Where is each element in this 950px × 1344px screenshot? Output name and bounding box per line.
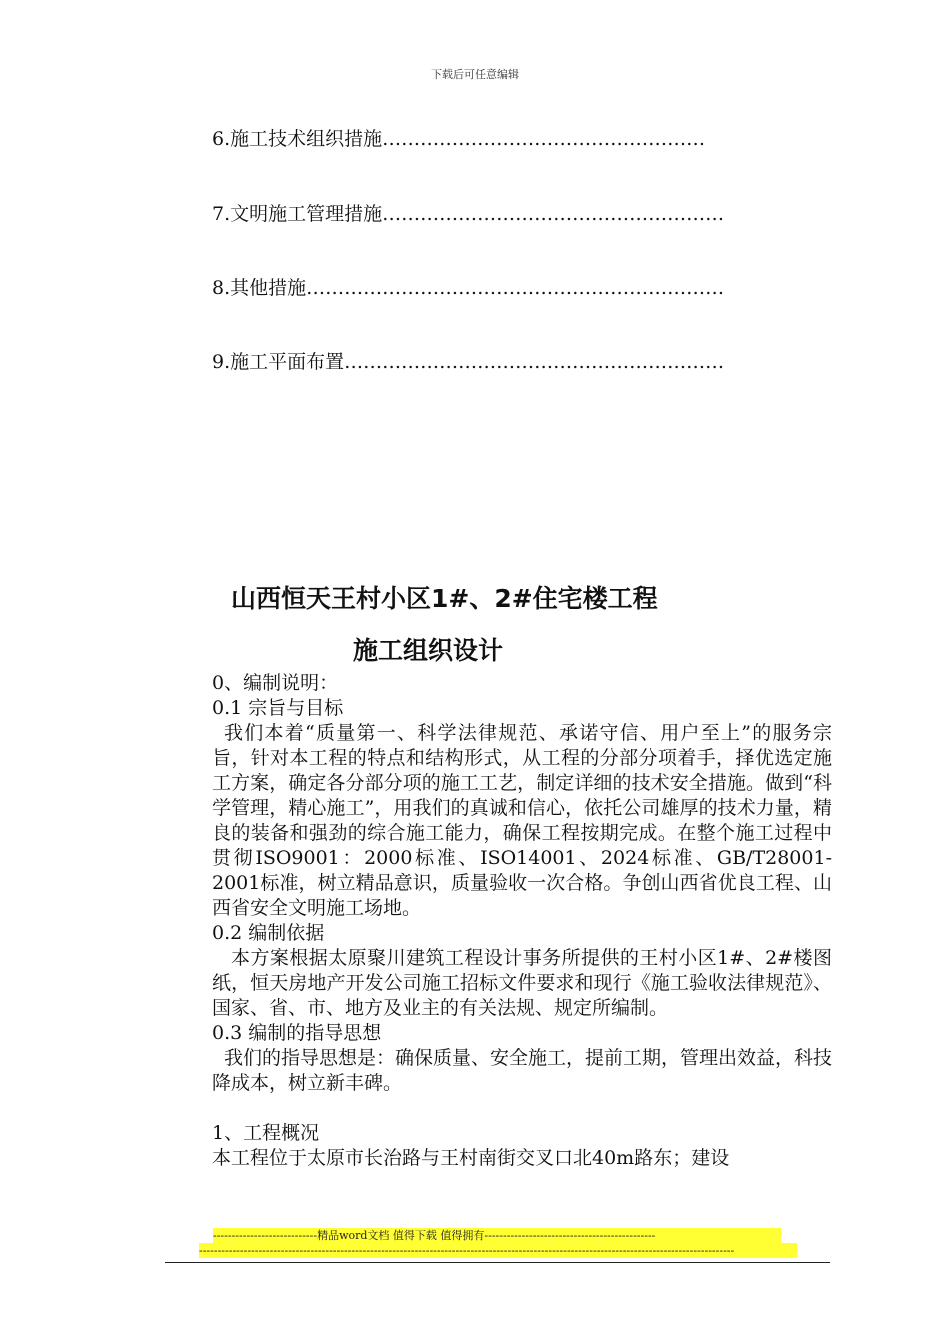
toc-item-9: 9.施工平面布置…………………………………………………… [212,351,725,373]
paragraph: 本工程位于太原市长治路与王村南街交叉口北40m路东；建设 [212,1147,730,1169]
header-note: 下载后可任意编辑 [431,68,519,81]
doc-subtitle: 施工组织设计 [353,636,504,665]
section-heading: 1、工程概况 [212,1122,320,1144]
paragraph: 我们的指导思想是：确保质量、安全施工，提前工期，管理出效益，科技降成本，树立新丰碑。 [212,1047,833,1094]
footer-banner [199,1228,797,1258]
section-heading: 0.2 编制依据 [212,922,325,944]
paragraph: 我们本着“质量第一、科学法律规范、承诺守信、用户至上”的服务宗旨，针对本工程的特点和结构形式，从工程的分部分项着手，择优选定施工方案，确定各分部分项的施工工艺，制定详细的技术安全措施。做到“科学管理，精心施工”，用我们的真诚和信心，依托公司雄厚的技术力量，精良的装备和强劲的综合施工能力，确保工程按期完成。在整个施工过程中贯彻ISO9001：2000标准、ISO14001、2024标准、GB/T28001-2001标准，树立精品意识，质量验收一次合格。争创山西省优良工程、山西省安全文明施工场地。 [212,722,832,919]
footer-banner-dashes: ------------------------------------------------------------------------------------------------------------------------------------------------ [199,1243,797,1258]
section-heading: 0.1 宗旨与目标 [212,697,344,719]
toc-item-8: 8.其他措施………………………………………………………… [212,277,725,299]
spacer [212,1096,832,1121]
section-heading: 0.3 编制的指导思想 [212,1022,382,1044]
paragraph: 本方案根据太原聚川建筑工程设计事务所提供的王村小区1#、2#楼图纸，恒天房地产开发公司施工招标文件要求和现行《施工验收法律规范》、国家、省、市、地方及业主的有关法规、规定所编制。 [212,947,832,1019]
section-heading: 0、编制说明： [212,672,339,694]
doc-title: 山西恒天王村小区1#、2#住宅楼工程 [231,584,658,613]
toc-item-6: 6.施工技术组织措施…………………………………………… [212,128,706,150]
footer-rule [165,1262,830,1263]
footer-banner-text: ----------------------------精品word文档 值得下载 值得拥有---------------------------------------------- [213,1228,781,1243]
toc-item-7: 7.文明施工管理措施……………………………………………… [212,203,725,225]
body-text [212,671,832,1171]
